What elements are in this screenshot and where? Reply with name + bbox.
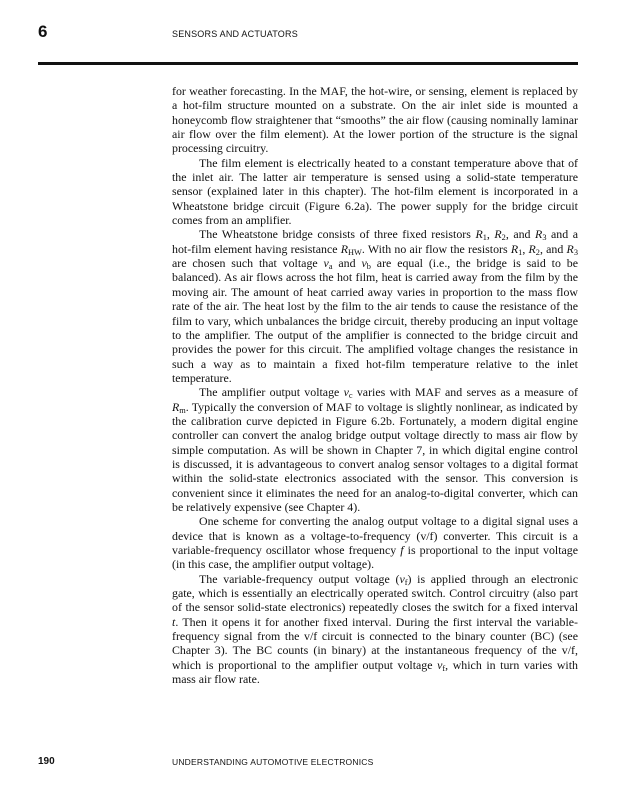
body-text xyxy=(172,84,578,686)
paragraph-1: for weather forecasting. In the MAF, the hot-wire, or sensing, element is replaced by a hot-film structure mounted on a substrate. On the air inlet side is mounted a honeycomb flow straightener that “smooths” the air flow (causing nominally laminar air flow over the film element). At the lower portion of the structure is the signal processing circuitry. xyxy=(172,84,578,156)
paragraph-4: The amplifier output voltage $v_c$ varies with MAF and serves as a measure of $R_m$. Typically the conversion of MAF to voltage is slightly nonlinear, as indicated by the calibration curve depicted in Figure 6.2b. Fortunately, a modern digital engine controller can convert the analog bridge output voltage directly to mass air flow by simple computation. As will be shown in Chapter 7, in which digital engine control is discussed, it is advantageous to convert analog sensor voltages to a digital format within the solid-state electronics associated with the sensor. This conversion is convenient since it eliminates the need for an analog-to-digital converter, which can be relatively expensive (see Chapter 4). xyxy=(172,385,579,514)
header-rule xyxy=(38,62,578,65)
book-title: UNDERSTANDING AUTOMOTIVE ELECTRONICS xyxy=(172,757,374,767)
page-number: 190 xyxy=(38,756,55,767)
paragraph-2: The film element is electrically heated to a constant temperature above that of the inlet air. The latter air temperature is sensed using a solid-state temperature sensor (explained later in this chapter). The hot-film element is incorporated in a Wheatstone bridge circuit (Figure 6.2a). The power supply for the bridge circuit comes from an amplifier. xyxy=(172,155,578,228)
paragraph-6: The variable-frequency output voltage $(v_f)$ is applied through an electronic gate, which is essentially an electrically operated switch. Control circuitry (also part of the sensor solid-state electronics) repeatedly closes the switch for a fixed interval t. Then it opens it for another fixed interval. During the first interval the variable-frequency signal from the v/f circuit is connected to the binary counter (BC) (see Chapter 3). The BC counts (in binary) at the instantaneous frequency of the v/f, which is proportional to the amplifier output voltage $v_f$, which in turn varies with mass air flow rate. xyxy=(172,571,578,687)
chapter-title: SENSORS AND ACTUATORS xyxy=(172,29,298,39)
paragraph-5: One scheme for converting the analog output voltage to a digital signal uses a device that is known as a voltage-to-frequency (v/f) converter. This circuit is a variable-frequency oscillator whose frequency f is proportional to the input voltage (in this case, the amplifier output voltage). xyxy=(172,514,579,572)
chapter-number: 6 xyxy=(38,22,48,41)
paragraph-3: The Wheatstone bridge consists of three fixed resistors $R_1$, $R_2$, and $R_3$ and a hot-film element having resistance $R_{HW}$. With no air flow the resistors $R_1$, $R_2$, and $R_3$ are chosen such that voltage $v_a$ and $v_b$ are equal (i.e., the bridge is said to be balanced). As air flows across the hot film, heat is carried away from the film by the moving air. The amount of heat carried away varies in proportion to the mass flow rate of the air. The heat lost by the film to the air tends to cause the resistance of the film to vary, which unbalances the bridge circuit, thereby producing an input voltage to the amplifier. The output of the amplifier is connected to the bridge circuit and provides the power for this circuit. The amplified voltage changes the resistance in such a way as to maintain a fixed hot-film temperature relative to the inlet temperature. xyxy=(172,227,578,385)
